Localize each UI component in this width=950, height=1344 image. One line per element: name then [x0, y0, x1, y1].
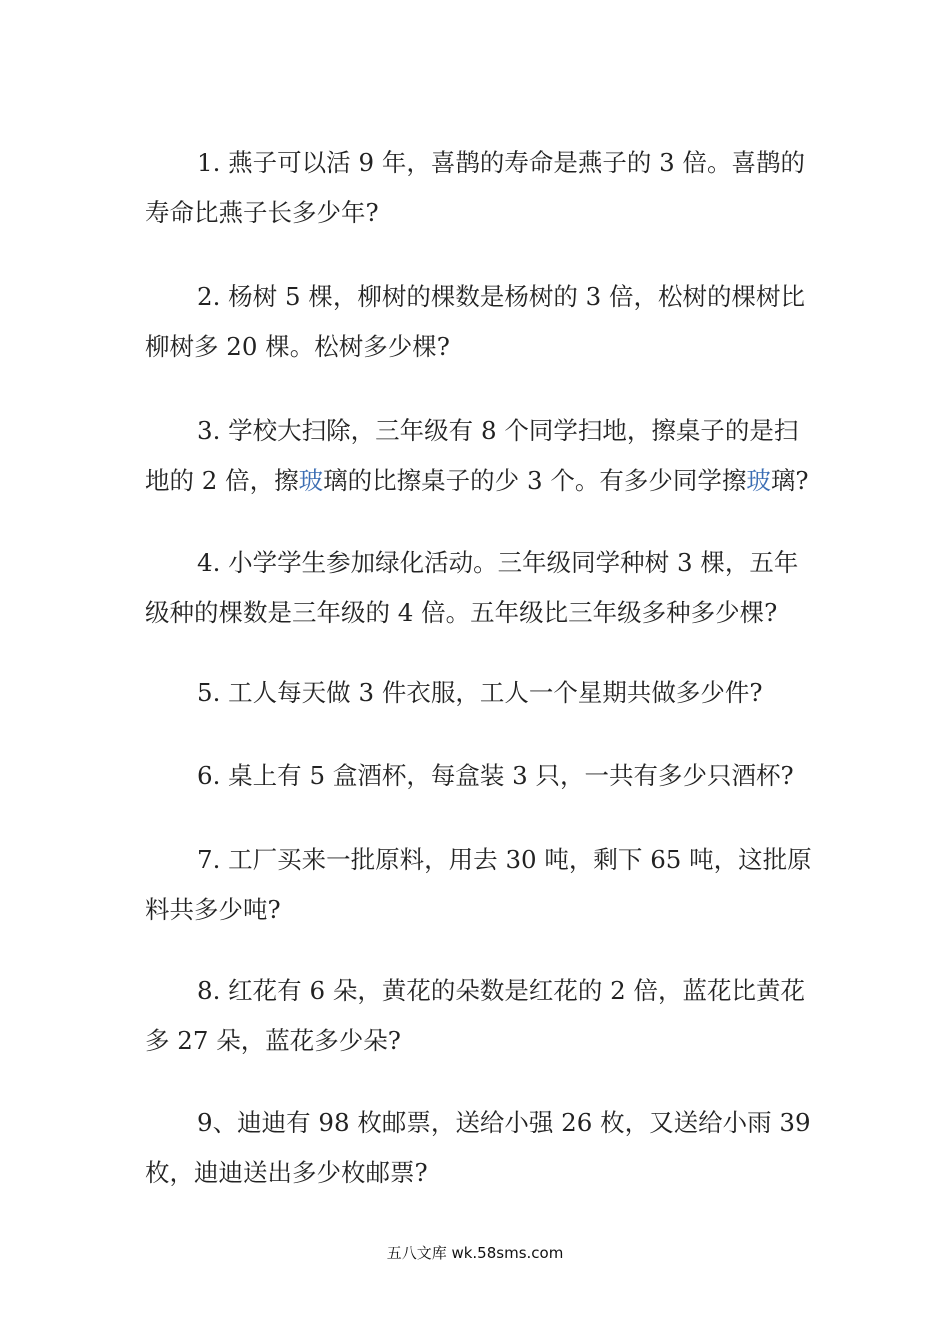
question-line [145, 456, 810, 506]
question-7 [145, 835, 810, 935]
question-3 [145, 406, 810, 506]
question-line: 柳树多 20 棵。松树多少棵? [145, 332, 450, 361]
question-line: 3. 学校大扫除，三年级有 8 个同学扫地，擦桌子的是扫 [197, 416, 799, 445]
question-line: 9、迪迪有 98 枚邮票，送给小强 26 枚，又送给小雨 39 [197, 1108, 811, 1137]
question-9 [145, 1098, 810, 1198]
question-line: 5. 工人每天做 3 件衣服，工人一个星期共做多少件? [197, 678, 763, 707]
question-line: 枚，迪迪送出多少枚邮票? [145, 1158, 428, 1187]
question-line: 级种的棵数是三年级的 4 倍。五年级比三年级多种多少棵? [145, 598, 778, 627]
question-line: 4. 小学学生参加绿化活动。三年级同学种树 3 棵，五年 [197, 548, 799, 577]
text-segment: 地的 2 倍，擦 [145, 466, 299, 495]
question-line: 多 27 朵，蓝花多少朵? [145, 1026, 401, 1055]
question-line: 料共多少吨? [145, 895, 281, 924]
question-line: 8. 红花有 6 朵，黄花的朵数是红花的 2 倍，蓝花比黄花 [197, 976, 805, 1005]
question-8 [145, 966, 810, 1066]
question-2 [145, 272, 810, 372]
question-1 [145, 138, 810, 238]
question-line: 6. 桌上有 5 盒酒杯，每盒装 3 只，一共有多少只酒杯? [197, 761, 794, 790]
question-5 [145, 668, 810, 718]
question-line: 寿命比燕子长多少年? [145, 198, 379, 227]
highlighted-char: 玻 [746, 466, 771, 495]
text-segment: 璃的比擦桌子的少 3 个。有多少同学擦 [323, 466, 747, 495]
question-line: 1. 燕子可以活 9 年，喜鹊的寿命是燕子的 3 倍。喜鹊的 [197, 148, 805, 177]
question-6 [145, 751, 810, 801]
highlighted-char: 玻 [298, 466, 324, 495]
question-line: 2. 杨树 5 棵，柳树的棵数是杨树的 3 倍，松树的棵树比 [197, 282, 805, 311]
page-footer: 五八文库 wk.58sms.com [386, 1244, 564, 1262]
text-segment: 璃? [770, 466, 809, 495]
question-4 [145, 538, 810, 638]
question-line: 7. 工厂买来一批原料，用去 30 吨，剩下 65 吨，这批原 [197, 845, 812, 874]
